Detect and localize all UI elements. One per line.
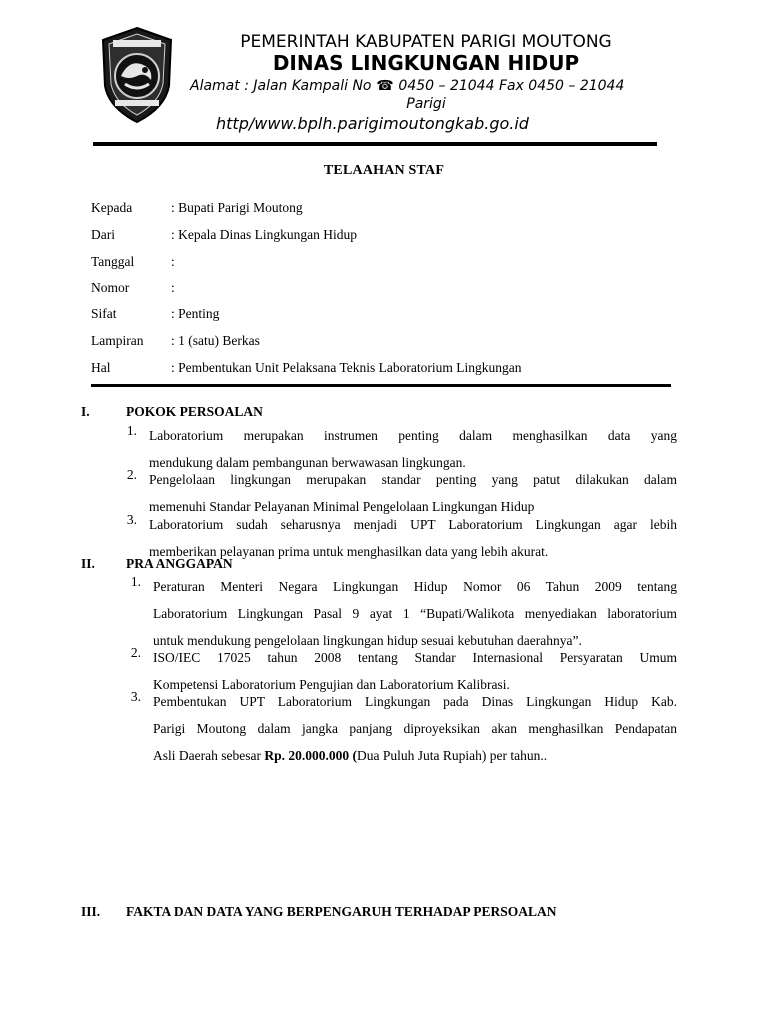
- meta-label-sifat: Sifat: [91, 306, 117, 321]
- header-divider: [91, 384, 671, 387]
- pad-text: Asli Daerah sebesar: [153, 748, 265, 763]
- meta-value-kepada: : Bupati Parigi Moutong: [171, 200, 303, 215]
- section-title: POKOK PERSOALAN: [126, 404, 263, 419]
- address-city: Parigi: [406, 96, 446, 112]
- address-line: [190, 78, 624, 94]
- list-item-line: [153, 743, 677, 769]
- meta-value-dari: : Kepala Dinas Lingkungan Hidup: [171, 227, 357, 242]
- list-item-line: mendukung dalam pembangunan berwawasan lingkungan.: [149, 455, 466, 470]
- list-item-line: Laboratorium sudah seharusnya menjadi UPT Laboratorium Lingkungan agar lebih: [149, 517, 677, 532]
- list-item-line: Parigi Moutong dalam jangka panjang diproyeksikan akan menghasilkan Pendapatan: [153, 721, 677, 736]
- list-item-line: Pengelolaan lingkungan merupakan standar penting yang patut dilakukan dalam: [149, 472, 677, 487]
- meta-label-tanggal: Tanggal: [91, 254, 135, 269]
- list-item-line: untuk mendukung pengelolaan lingkungan hidup sesuai kebutuhan daerahnya”.: [153, 633, 582, 648]
- meta-value-tanggal: :: [171, 254, 175, 269]
- meta-value-nomor: :: [171, 280, 175, 295]
- list-item-line: Kompetensi Laboratorium Pengujian dan Laboratorium Kalibrasi.: [153, 677, 510, 692]
- regency-emblem-logo: [97, 26, 177, 124]
- list-item-number: 1.: [126, 423, 137, 438]
- phone-icon: ☎: [376, 78, 394, 94]
- meta-value-hal: : Pembentukan Unit Pelaksana Teknis Laboratorium Lingkungan: [171, 360, 522, 375]
- pad-amount-words: Dua Puluh Juta Rupiah) per tahun..: [356, 748, 548, 763]
- agency-name: DINAS LINGKUNGAN HIDUP: [272, 51, 580, 75]
- list-item-line: Pembentukan UPT Laboratorium Lingkungan pada Dinas Lingkungan Hidup Kab.: [153, 694, 677, 709]
- section-number: II.: [81, 556, 95, 571]
- meta-value-lampiran: : 1 (satu) Berkas: [171, 333, 260, 348]
- address-street: Alamat : Jalan Kampali No: [190, 78, 372, 94]
- list-item-line: Laboratorium merupakan instrumen penting dalam menghasilkan data yang: [149, 428, 677, 443]
- letterhead-divider: [93, 142, 657, 146]
- list-item-number: 2.: [126, 467, 137, 482]
- list-item: [153, 689, 677, 769]
- section-title: FAKTA DAN DATA YANG BERPENGARUH TERHADAP PERSOALAN: [126, 904, 557, 919]
- section-number: I.: [81, 404, 90, 419]
- meta-value-sifat: : Penting: [171, 306, 220, 321]
- website-url[interactable]: http/www.bplh.parigimoutongkab.go.id: [216, 114, 529, 133]
- meta-label-hal: Hal: [91, 360, 111, 375]
- list-item-number: 1.: [130, 574, 141, 589]
- meta-label-dari: Dari: [91, 227, 115, 242]
- list-item-number: 3.: [126, 512, 137, 527]
- list-item-line: ISO/IEC 17025 tahun 2008 tentang Standar Internasional Persyaratan Umum: [153, 650, 677, 665]
- section-title: PRA ANGGAPAN: [126, 556, 233, 571]
- document-title: TELAAHAN STAF: [323, 163, 445, 178]
- address-phone-fax: 0450 – 21044 Fax 0450 – 21044: [398, 78, 625, 94]
- list-item: [153, 574, 677, 654]
- list-item-number: 3.: [130, 689, 141, 704]
- government-name: PEMERINTAH KABUPATEN PARIGI MOUTONG: [240, 32, 612, 52]
- list-item-line: Laboratorium Lingkungan Pasal 9 ayat 1 “Bupati/Walikota menyediakan laboratorium: [153, 606, 677, 621]
- list-item-line: memberikan pelayanan prima untuk menghasilkan data yang lebih akurat.: [149, 544, 549, 559]
- list-item-line: Peraturan Menteri Negara Lingkungan Hidup Nomor 06 Tahun 2009 tentang: [153, 579, 677, 594]
- section-number: III.: [81, 904, 101, 919]
- list-item-line: memenuhi Standar Pelayanan Minimal Pengelolaan Lingkungan Hidup: [149, 499, 535, 514]
- meta-label-lampiran: Lampiran: [91, 333, 144, 348]
- meta-label-kepada: Kepada: [91, 200, 133, 215]
- list-item-number: 2.: [130, 645, 141, 660]
- meta-label-nomor: Nomor: [91, 280, 130, 295]
- pad-amount: Rp. 20.000.000 (: [264, 748, 357, 763]
